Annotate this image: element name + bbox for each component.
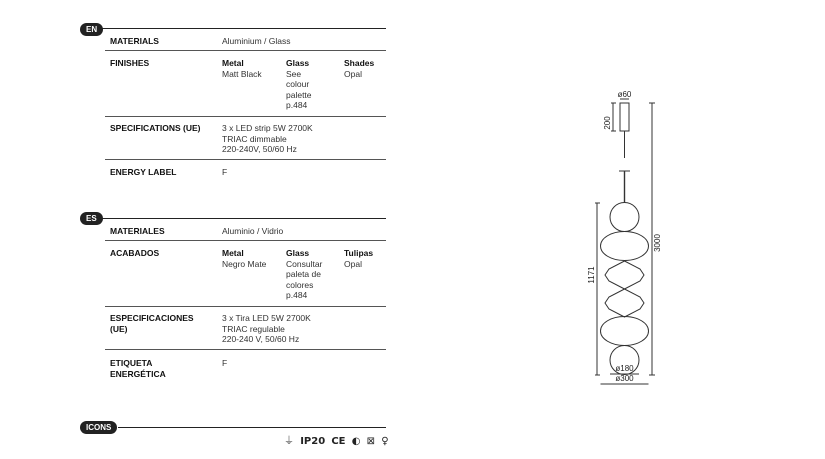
canopy-diameter-label: ø60 [617,90,632,99]
ip20-rating: IP20 [300,436,326,447]
spec-line: TRIAC regulable [222,323,285,334]
energy-label: ENERGY LABEL [110,167,177,177]
diameter-small-label: ø180 [615,364,634,373]
spec-line: 3 x Tira LED 5W 2700K [222,313,311,323]
class-1-earth-icon: ⏚ [284,436,294,447]
icons-row [284,432,392,447]
especificaciones-label-line: (UE) [110,323,128,334]
glass-sphere-top [610,203,639,232]
finish-shades-value: Opal [344,68,362,79]
canopy-height-label: 200 [603,116,612,130]
glass-ellipse [601,317,649,346]
specifications-label: SPECIFICATIONS (UE) [110,123,201,133]
finish-metal-value: Matt Black [222,68,262,79]
row-divider [105,116,386,117]
finish-shades-head: Shades [344,58,375,68]
materiales-label: MATERIALES [110,226,165,236]
glass-diamond [605,261,644,289]
row-divider [105,50,386,51]
specifications-value [222,123,313,155]
row-divider [105,349,386,350]
acabado-metal-head: Metal [222,248,244,258]
dimmable-icon: ◐ [351,436,361,447]
bulb-icon: ♀ [381,436,389,447]
finish-metal-head: Metal [222,58,244,68]
especificaciones-value [222,313,311,345]
canopy [620,103,629,131]
spec-line: 220-240 V, 50/60 Hz [222,334,300,344]
especificaciones-label [110,313,194,334]
total-height-label: 3000 [653,234,662,252]
section-tag-es: ES [80,212,103,225]
finish-glass [286,58,312,111]
ce-mark-icon: CE [331,436,346,447]
materiales-value: Aluminio / Vidrio [222,226,284,236]
pendant-technical-drawing [580,85,670,385]
acabado-glass-line: p.484 [286,290,308,300]
acabado-glass-line: Consultar [286,258,323,269]
finishes-label: FINISHES [110,58,150,68]
section-divider [118,427,386,428]
spec-line: 220-240V, 50/60 Hz [222,144,297,154]
diameter-large-label: ø300 [615,374,634,383]
finish-glass-line: colour [286,79,310,89]
energy-value: F [222,167,228,177]
body-height-label: 1171 [587,266,596,284]
section-divider [100,28,386,29]
materials-label: MATERIALS [110,36,159,46]
etiqueta-label [110,358,166,379]
acabado-tulipas-value: Opal [344,258,362,269]
finish-glass-line: palette [286,89,312,100]
acabado-glass-head: Glass [286,248,310,258]
acabado-tulipas [344,248,373,269]
row-divider [105,240,386,241]
acabado-tulipas-head: Tulipas [344,248,374,258]
weee-bin-icon: ⊠ [366,436,376,447]
section-divider [100,218,386,219]
acabado-glass [286,248,322,301]
acabado-glass-line: paleta de [286,269,321,279]
section-tag-en: EN [80,23,103,36]
glass-ellipse [601,232,649,261]
finish-shades [344,58,374,79]
section-tag-icons: ICONS [80,421,117,434]
row-divider [105,159,386,160]
acabados-label: ACABADOS [110,248,160,258]
finish-glass-line: p.484 [286,100,308,110]
acabado-glass-line: colores [286,279,314,290]
acabado-metal [222,248,266,269]
etiqueta-label-line: ETIQUETA [110,358,153,368]
finish-glass-line: See [286,68,302,79]
finish-metal [222,58,262,79]
acabado-metal-value: Negro Mate [222,258,267,269]
etiqueta-value: F [222,358,228,368]
spec-line: TRIAC dimmable [222,133,287,144]
etiqueta-label-line: ENERGÉTICA [110,368,166,379]
finish-glass-head: Glass [286,58,310,68]
glass-diamond [605,289,644,317]
especificaciones-label-line: ESPECIFICACIONES [110,313,194,323]
row-divider [105,306,386,307]
materials-value: Aluminium / Glass [222,36,291,46]
spec-line: 3 x LED strip 5W 2700K [222,123,313,133]
